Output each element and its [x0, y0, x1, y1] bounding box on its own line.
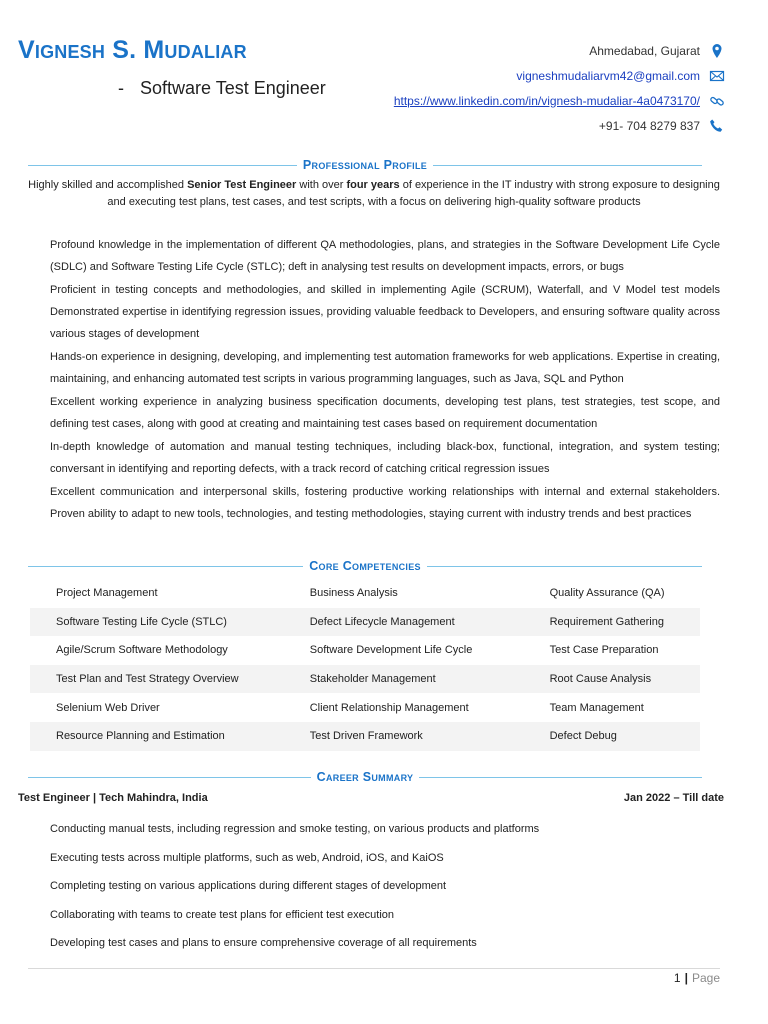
competency-text: Business Analysis: [309, 587, 398, 600]
footer-separator: |: [684, 971, 688, 985]
job-title: [118, 78, 326, 99]
page-footer: [674, 971, 720, 985]
competency-row: [30, 693, 700, 722]
linkedin-link[interactable]: https://www.linkedin.com/in/vignesh-mudaliar-4a0473170/: [393, 93, 700, 108]
heading-rule: [419, 777, 702, 778]
heading-rule: [28, 777, 311, 778]
competency-item: [30, 665, 278, 694]
list-item: [28, 820, 720, 838]
list-item: [28, 391, 720, 435]
career-heading: [28, 770, 702, 784]
title-dash: -: [118, 78, 124, 98]
competency-text: Selenium Web Driver: [56, 701, 160, 714]
list-item: [28, 346, 720, 390]
job-title-text: Software Test Engineer: [140, 78, 326, 98]
competency-row: [30, 636, 700, 665]
career-heading-text: Career Summary: [316, 770, 414, 784]
profile-points: [28, 234, 720, 526]
competencies-grid: [30, 579, 700, 751]
heading-rule: [433, 165, 702, 166]
competency-item: [518, 636, 700, 665]
profile-summary: [20, 177, 728, 211]
list-item-text: Executing tests across multiple platforms, such as web, Android, iOS, and KaiOS: [50, 851, 444, 864]
list-item-text: Collaborating with teams to create test plans for efficient test execution: [50, 908, 395, 921]
competency-item: [518, 608, 700, 637]
competency-item: [278, 722, 518, 751]
competency-item: [278, 608, 518, 637]
summary-text: of experience in the IT industry with strong exposure to designing and executing test plans, test cases, and test scripts, with a focus on delivering high-quality software products: [107, 179, 720, 208]
competency-text: Root Cause Analysis: [549, 673, 652, 686]
envelope-icon: [708, 67, 726, 85]
competency-text: Test Driven Framework: [309, 730, 423, 743]
competency-text: Team Management: [549, 701, 644, 714]
job-dates: Jan 2022 – Till date: [623, 792, 724, 804]
list-item: [28, 481, 720, 525]
competency-text: Software Testing Life Cycle (STLC): [56, 615, 227, 628]
heading-rule: [28, 566, 303, 567]
heading-rule: [427, 566, 702, 567]
competency-item: [30, 608, 278, 637]
list-item: [28, 877, 720, 895]
competency-item: [518, 579, 700, 608]
competency-item: [518, 665, 700, 694]
list-item-text: Completing testing on various applications during different stages of development: [50, 880, 447, 893]
competency-text: Test Case Preparation: [549, 644, 659, 657]
page-label: Page: [691, 971, 720, 985]
competency-item: [278, 693, 518, 722]
job-header: [18, 792, 724, 804]
competency-item: [278, 665, 518, 694]
map-pin-icon: [708, 42, 726, 60]
list-item-text: Profound knowledge in the implementation of different QA methodologies, plans, and strategies in the Software Development Life Cycle (SDLC) and Software Testing Life Cycle (STLC); deft in analysing test results on development impacts, errors, or bugs: [50, 239, 720, 273]
competency-item: [30, 693, 278, 722]
list-item-text: Excellent communication and interpersonal skills, fostering productive working relationships with internal and external stakeholders. Proven ability to adapt to new tools, technologies, and testing methodologies, staying current with industry trends and best practices: [50, 486, 720, 520]
contact-block: [394, 38, 726, 138]
list-item-text: Developing test cases and plans to ensure comprehensive coverage of all requirements: [50, 937, 477, 950]
heading-rule: [28, 165, 297, 166]
summary-text: Highly skilled and accomplished: [28, 179, 188, 191]
competency-row: [30, 579, 700, 608]
competency-item: [30, 722, 278, 751]
summary-text: with over: [296, 179, 347, 191]
summary-bold-role: Senior Test Engineer: [187, 179, 297, 191]
competency-text: Stakeholder Management: [309, 673, 436, 686]
competency-text: Defect Lifecycle Management: [309, 615, 455, 628]
competency-item: [30, 636, 278, 665]
competency-item: [278, 636, 518, 665]
page-number: 1: [673, 971, 681, 985]
list-item-text: In-depth knowledge of automation and manual testing techniques, including black-box, functional, integration, and system testing; conversant in identifying and reporting defects, with a track record of catching critical regression issues: [50, 441, 720, 475]
competency-row: [30, 722, 700, 751]
list-item-text: Conducting manual tests, including regression and smoke testing, on various products and platforms: [50, 823, 540, 835]
profile-heading: [28, 158, 702, 172]
candidate-name: Vignesh S. Mudaliar: [18, 36, 247, 64]
contact-email: [394, 63, 726, 88]
competency-item: [30, 579, 278, 608]
footer-rule: [28, 968, 720, 969]
list-item: [28, 234, 720, 278]
contact-location: [394, 38, 726, 63]
contact-phone: [394, 113, 726, 138]
list-item: [28, 934, 720, 952]
competency-text: Quality Assurance (QA): [549, 587, 665, 600]
phone-icon: [708, 117, 726, 135]
competency-text: Agile/Scrum Software Methodology: [56, 644, 228, 657]
competency-text: Software Development Life Cycle: [309, 644, 473, 657]
competency-text: Client Relationship Management: [309, 701, 469, 714]
list-item: [28, 849, 720, 867]
competencies-heading-text: Core Competencies: [309, 559, 421, 573]
profile-heading-text: Professional Profile: [302, 158, 428, 172]
competency-text: Requirement Gathering: [549, 615, 664, 628]
competency-text: Defect Debug: [549, 730, 617, 743]
phone-text: +91- 704 8279 837: [598, 118, 700, 133]
link-icon: [708, 92, 726, 110]
competency-text: Resource Planning and Estimation: [56, 730, 225, 743]
competencies-heading: [28, 559, 702, 573]
job-role: Test Engineer | Tech Mahindra, India: [18, 792, 208, 804]
contact-linkedin: [394, 88, 726, 113]
list-item-text: Proficient in testing concepts and methodologies, and skilled in implementing Agile (SCRUM), Waterfall, and V Model test models Demonstrated expertise in identifying regression issues, providing valuable feedback to Developers, and ensuring software quality across various stages of development: [50, 284, 720, 340]
email-link[interactable]: vigneshmudaliarvm42@gmail.com: [516, 68, 700, 83]
competency-row: [30, 608, 700, 637]
competency-item: [278, 579, 518, 608]
career-points: [28, 820, 720, 963]
list-item: [28, 906, 720, 924]
list-item: [28, 279, 720, 345]
competency-text: Project Management: [56, 587, 158, 600]
competency-text: Test Plan and Test Strategy Overview: [56, 673, 239, 686]
competency-item: [518, 722, 700, 751]
location-text: Ahmedabad, Gujarat: [589, 43, 700, 58]
list-item-text: Hands-on experience in designing, developing, and implementing test automation frameworks for web applications. Expertise in creating, maintaining, and enhancing automated test scripts in various programming languages, such as Java, SQL and Python: [50, 351, 720, 385]
list-item: [28, 436, 720, 480]
competency-row: [30, 665, 700, 694]
list-item-text: Excellent working experience in analyzing business specification documents, developing test plans, test strategies, test scope, and defining test cases, along with good at creating and maintaining test cases based on requirement documentation: [50, 396, 720, 430]
summary-bold-years: four years: [346, 179, 400, 191]
competency-item: [518, 693, 700, 722]
